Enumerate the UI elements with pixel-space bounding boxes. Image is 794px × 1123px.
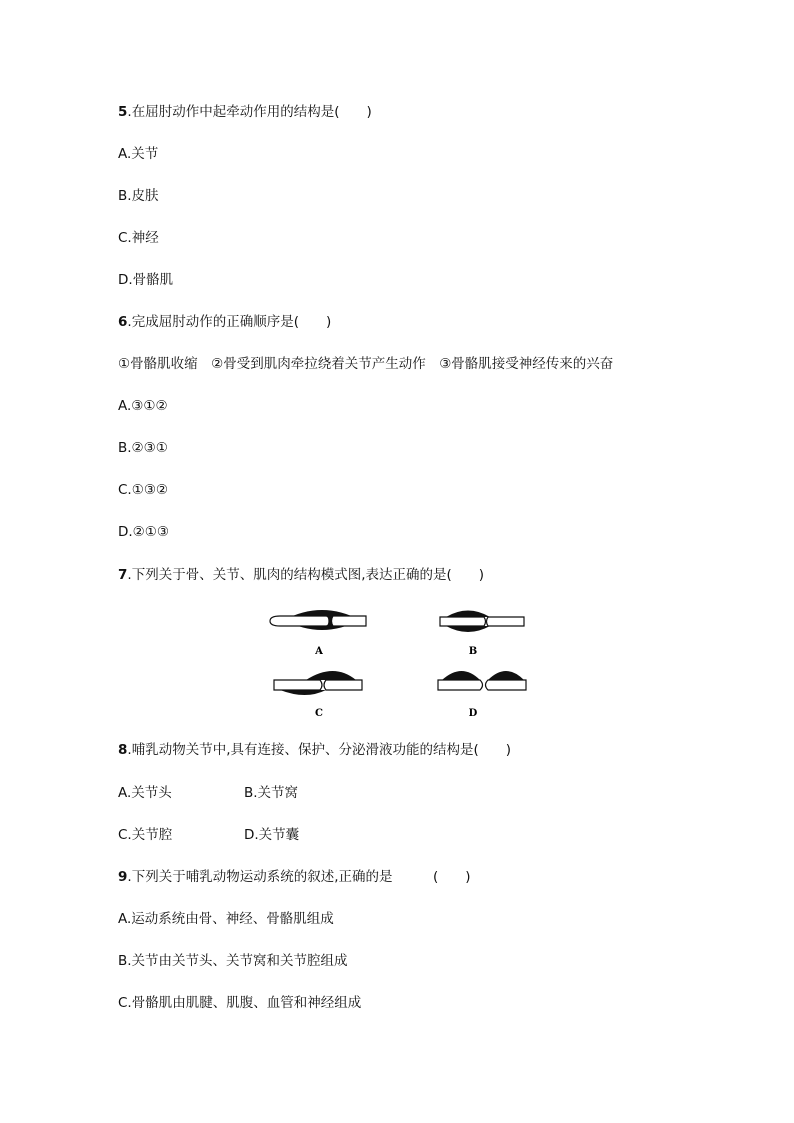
- question-number: 6: [118, 314, 128, 330]
- question-6-option-c[interactable]: C.①③②: [118, 482, 169, 498]
- question-text: .完成屈肘动作的正确顺序是( ): [127, 314, 332, 330]
- question-8-option-d[interactable]: D.关节囊: [244, 827, 300, 843]
- question-7-stem: [118, 566, 484, 584]
- question-number: 5: [118, 104, 128, 120]
- question-6-statement: ①骨骼肌收缩 ②骨受到肌肉牵拉绕着关节产生动作 ③骨骼肌接受神经传来的兴奋: [118, 356, 614, 372]
- diagram-label-d: D: [468, 708, 478, 719]
- muscle-bottom-c: [280, 690, 326, 695]
- diagram-label-a: A: [315, 646, 323, 657]
- question-number: 8: [118, 742, 128, 758]
- bone-right-d: [486, 680, 527, 690]
- question-8-option-a[interactable]: A.关节头: [118, 785, 172, 801]
- question-text: .哺乳动物关节中,具有连接、保护、分泌滑液功能的结构是( ): [127, 742, 512, 758]
- muscle-top-b: [446, 611, 490, 618]
- question-9-option-a[interactable]: A.运动系统由骨、神经、骨骼肌组成: [118, 911, 334, 927]
- question-8-option-b[interactable]: B.关节窝: [244, 785, 299, 801]
- bone-right-a: [332, 616, 367, 626]
- question-6-option-b[interactable]: B.②③①: [118, 440, 168, 456]
- bone-right-b: [487, 617, 525, 626]
- diagram-label-b: B: [468, 646, 478, 657]
- muscle-right-d: [488, 671, 524, 680]
- question-8-option-c[interactable]: C.关节腔: [118, 827, 173, 843]
- muscle-top-c: [306, 671, 356, 680]
- question-text: .在屈肘动作中起牵动作用的结构是( ): [127, 104, 372, 120]
- muscle-left-d: [442, 671, 480, 680]
- question-number: 7: [118, 567, 128, 583]
- question-9-option-b[interactable]: B.关节由关节头、关节窝和关节腔组成: [118, 953, 348, 969]
- diagram-c: [274, 671, 362, 719]
- question-5-option-c[interactable]: C.神经: [118, 230, 159, 246]
- bone-right-c: [324, 680, 362, 690]
- question-5-option-a[interactable]: A.关节: [118, 146, 159, 162]
- question-9-option-c[interactable]: C.骨骼肌由肌腱、肌腹、血管和神经组成: [118, 995, 362, 1011]
- diagram-label-c: C: [315, 708, 323, 719]
- question-6-stem: [118, 313, 331, 331]
- bone-left-c: [274, 680, 322, 690]
- question-5-option-b[interactable]: B.皮肤: [118, 188, 159, 204]
- question-5-stem: [118, 103, 372, 121]
- bone-left-d: [438, 680, 483, 690]
- question-text: .下列关于哺乳动物运动系统的叙述,正确的是 ( ): [127, 869, 471, 885]
- question-number: 9: [118, 869, 128, 885]
- question-9-stem: [118, 868, 471, 886]
- question-6-option-d[interactable]: D.②①③: [118, 524, 169, 540]
- question-6-option-a[interactable]: A.③①②: [118, 398, 168, 414]
- diagram-a: [270, 610, 366, 657]
- question-text: .下列关于骨、关节、肌肉的结构模式图,表达正确的是( ): [127, 567, 485, 583]
- bone-left-b: [440, 617, 486, 626]
- bone-left-a: [270, 616, 329, 626]
- muscle-bottom-b: [446, 626, 490, 632]
- question-5-option-d[interactable]: D.骨骼肌: [118, 272, 174, 288]
- diagram-b: [440, 611, 524, 658]
- question-8-stem: [118, 741, 511, 759]
- diagram-d: [438, 671, 526, 719]
- bone-joint-muscle-diagram: [266, 602, 528, 724]
